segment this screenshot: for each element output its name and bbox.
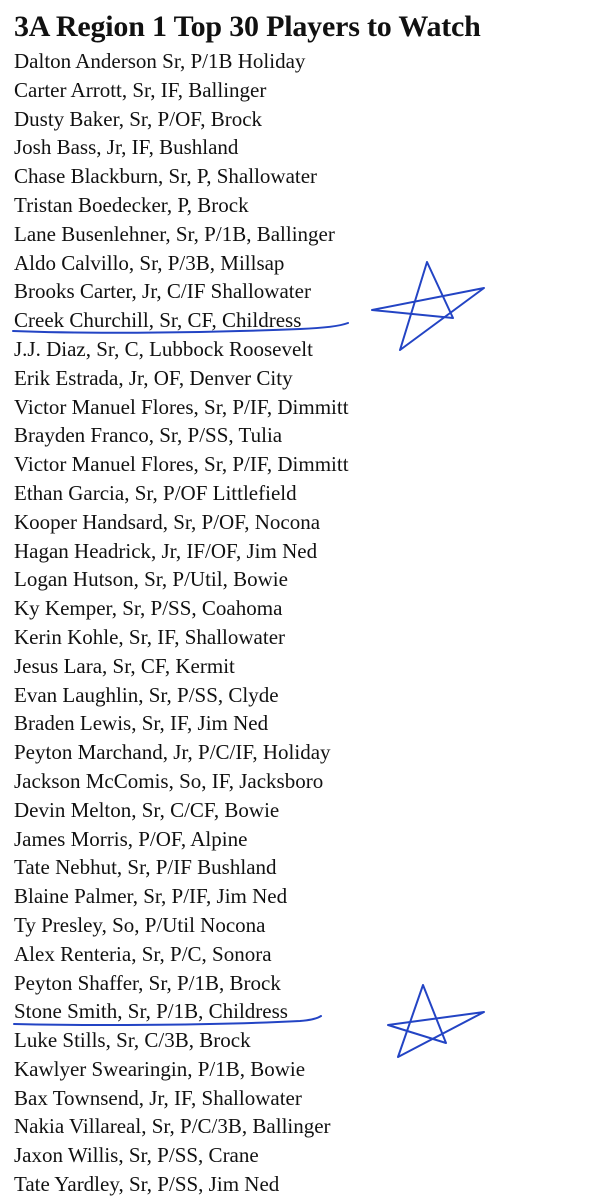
list-item: Alex Renteria, Sr, P/C, Sonora — [14, 941, 272, 966]
list-item: Tristan Boedecker, P, Brock — [14, 192, 249, 217]
list-item: Tate Nebhut, Sr, P/IF Bushland — [14, 855, 277, 880]
list-item: Nakia Villareal, Sr, P/C/3B, Ballinger — [14, 1114, 331, 1139]
list-item: Jaxon Willis, Sr, P/SS, Crane — [14, 1143, 259, 1168]
list-item: Ky Kemper, Sr, P/SS, Coahoma — [14, 596, 283, 621]
list-item: Lane Busenlehner, Sr, P/1B, Ballinger — [14, 221, 335, 246]
list-item: Brooks Carter, Jr, C/IF Shallowater — [14, 279, 311, 304]
star-icon — [372, 262, 484, 350]
star-icon — [388, 985, 484, 1057]
list-item: Peyton Marchand, Jr, P/C/IF, Holiday — [14, 740, 331, 765]
list-item: Victor Manuel Flores, Sr, P/IF, Dimmitt — [14, 452, 349, 477]
list-item: Hagan Headrick, Jr, IF/OF, Jim Ned — [14, 538, 318, 563]
list-item: Kerin Kohle, Sr, IF, Shallowater — [14, 624, 286, 649]
list-item: Brayden Franco, Sr, P/SS, Tulia — [14, 423, 283, 448]
list-item: Peyton Shaffer, Sr, P/1B, Brock — [14, 970, 281, 995]
list-item: Kawlyer Swearingin, P/1B, Bowie — [14, 1056, 306, 1081]
list-item: James Morris, P/OF, Alpine — [14, 826, 248, 851]
list-item: Creek Churchill, Sr, CF, Childress — [14, 308, 302, 333]
list-item: Erik Estrada, Jr, OF, Denver City — [14, 365, 293, 390]
list-item: Logan Hutson, Sr, P/Util, Bowie — [14, 567, 288, 592]
list-item: Dalton Anderson Sr, P/1B Holiday — [14, 49, 306, 73]
list-item: Braden Lewis, Sr, IF, Jim Ned — [14, 711, 269, 736]
list-item: J.J. Diaz, Sr, C, Lubbock Roosevelt — [14, 336, 313, 361]
list-item: Aldo Calvillo, Sr, P/3B, Millsap — [14, 250, 285, 275]
player-list — [14, 47, 349, 1199]
list-item: Tate Yardley, Sr, P/SS, Jim Ned — [14, 1172, 280, 1197]
list-item: Devin Melton, Sr, C/CF, Bowie — [14, 797, 280, 822]
list-item: Jackson McComis, So, IF, Jacksboro — [14, 768, 324, 793]
list-item: Dusty Baker, Sr, P/OF, Brock — [14, 106, 263, 131]
list-item: Evan Laughlin, Sr, P/SS, Clyde — [14, 682, 279, 707]
list-item: Blaine Palmer, Sr, P/IF, Jim Ned — [14, 884, 288, 909]
list-item: Bax Townsend, Jr, IF, Shallowater — [14, 1085, 302, 1110]
list-item: Ty Presley, So, P/Util Nocona — [14, 912, 266, 937]
list-item: Stone Smith, Sr, P/1B, Childress — [14, 999, 288, 1024]
list-item: Josh Bass, Jr, IF, Bushland — [14, 135, 239, 160]
list-item: Chase Blackburn, Sr, P, Shallowater — [14, 164, 318, 189]
list-item: Luke Stills, Sr, C/3B, Brock — [14, 1028, 251, 1053]
list-item: Ethan Garcia, Sr, P/OF Littlefield — [14, 480, 297, 505]
list-item: Victor Manuel Flores, Sr, P/IF, Dimmitt — [14, 394, 349, 419]
page-title: 3A Region 1 Top 30 Players to Watch — [14, 10, 481, 43]
list-item: Jesus Lara, Sr, CF, Kermit — [14, 653, 235, 678]
list-item: Carter Arrott, Sr, IF, Ballinger — [14, 77, 267, 102]
list-item: Kooper Handsard, Sr, P/OF, Nocona — [14, 509, 321, 534]
